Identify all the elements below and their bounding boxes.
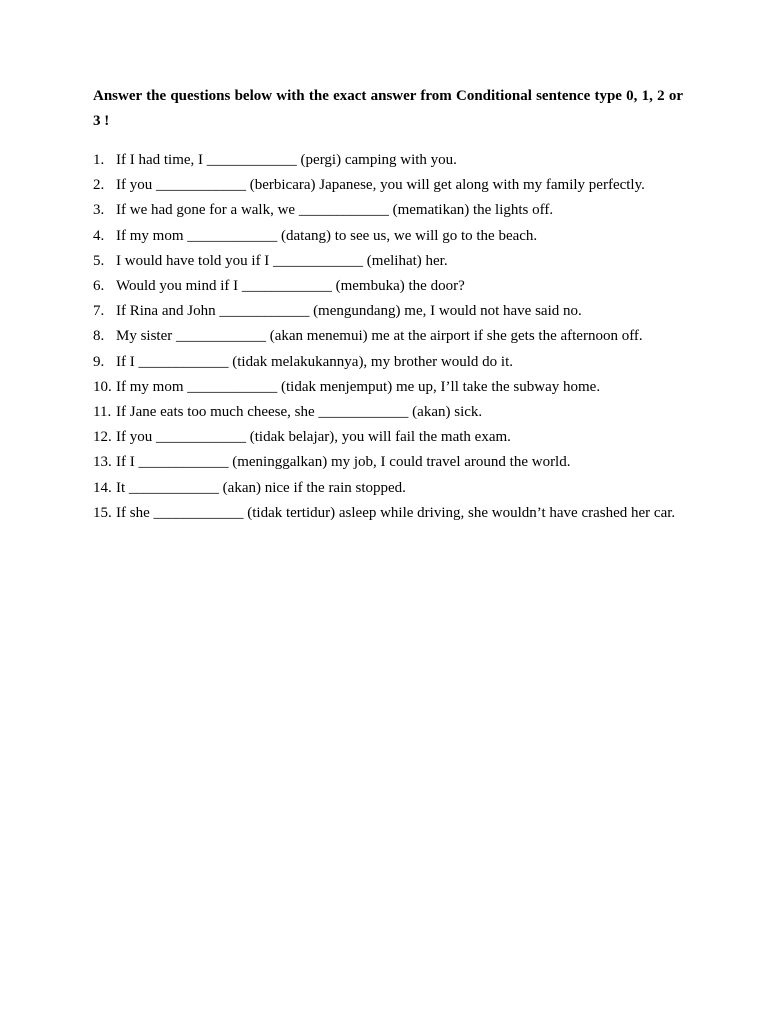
question-item	[93, 400, 683, 425]
question-number: 10.	[93, 378, 112, 395]
question-item	[93, 148, 683, 173]
question-item	[93, 173, 683, 198]
question-number: 15.	[93, 504, 112, 521]
question-text: If my mom ____________ (tidak menjemput) me up, I’ll take the subway home.	[116, 378, 601, 395]
question-number: 2.	[93, 177, 105, 194]
question-text: If you ____________ (tidak belajar), you will fail the math exam.	[116, 429, 511, 446]
question-text: I would have told you if I ____________ (melihat) her.	[116, 252, 448, 269]
question-number: 6.	[93, 278, 105, 295]
question-item	[93, 450, 683, 475]
question-text: If I ____________ (tidak melakukannya), my brother would do it.	[116, 353, 514, 370]
question-number: 7.	[93, 303, 105, 320]
question-number: 9.	[93, 353, 105, 370]
question-text: My sister ____________ (akan menemui) me at the airport if she gets the afternoon off.	[116, 328, 643, 345]
question-item	[93, 501, 683, 526]
question-number: 12.	[93, 429, 112, 446]
instructions-heading: Answer the questions below with the exact answer from Conditional sentence type 0, 1, 2 or 3 !	[93, 88, 683, 129]
question-item	[93, 375, 683, 400]
question-text: Would you mind if I ____________ (membuka) the door?	[116, 278, 465, 295]
question-item	[93, 198, 683, 223]
question-text: If Jane eats too much cheese, she ____________ (akan) sick.	[116, 404, 483, 421]
question-number: 8.	[93, 328, 105, 345]
question-item	[93, 274, 683, 299]
question-text: If she ____________ (tidak tertidur) asleep while driving, she wouldn’t have crashed her car.	[116, 504, 676, 521]
question-item	[93, 224, 683, 249]
question-number: 3.	[93, 202, 105, 219]
worksheet-page	[93, 84, 683, 526]
question-item	[93, 249, 683, 274]
question-text: If you ____________ (berbicara) Japanese, you will get along with my family perfectly.	[116, 177, 645, 194]
question-number: 13.	[93, 454, 112, 471]
question-item	[93, 476, 683, 501]
question-number: 14.	[93, 479, 112, 496]
question-text: If we had gone for a walk, we ____________ (mematikan) the lights off.	[116, 202, 554, 219]
question-number: 4.	[93, 227, 105, 244]
question-item	[93, 299, 683, 324]
question-list	[93, 148, 683, 526]
question-text: If I had time, I ____________ (pergi) camping with you.	[116, 152, 457, 168]
question-text: It ____________ (akan) nice if the rain stopped.	[116, 479, 406, 496]
question-number: 1.	[93, 152, 105, 168]
question-number: 5.	[93, 252, 105, 269]
question-item	[93, 324, 683, 349]
question-text: If I ____________ (meninggalkan) my job, I could travel around the world.	[116, 454, 571, 471]
question-text: If my mom ____________ (datang) to see us, we will go to the beach.	[116, 227, 538, 244]
question-item	[93, 425, 683, 450]
question-item	[93, 350, 683, 375]
question-text: If Rina and John ____________ (mengundang) me, I would not have said no.	[116, 303, 582, 320]
question-number: 11.	[93, 404, 112, 421]
